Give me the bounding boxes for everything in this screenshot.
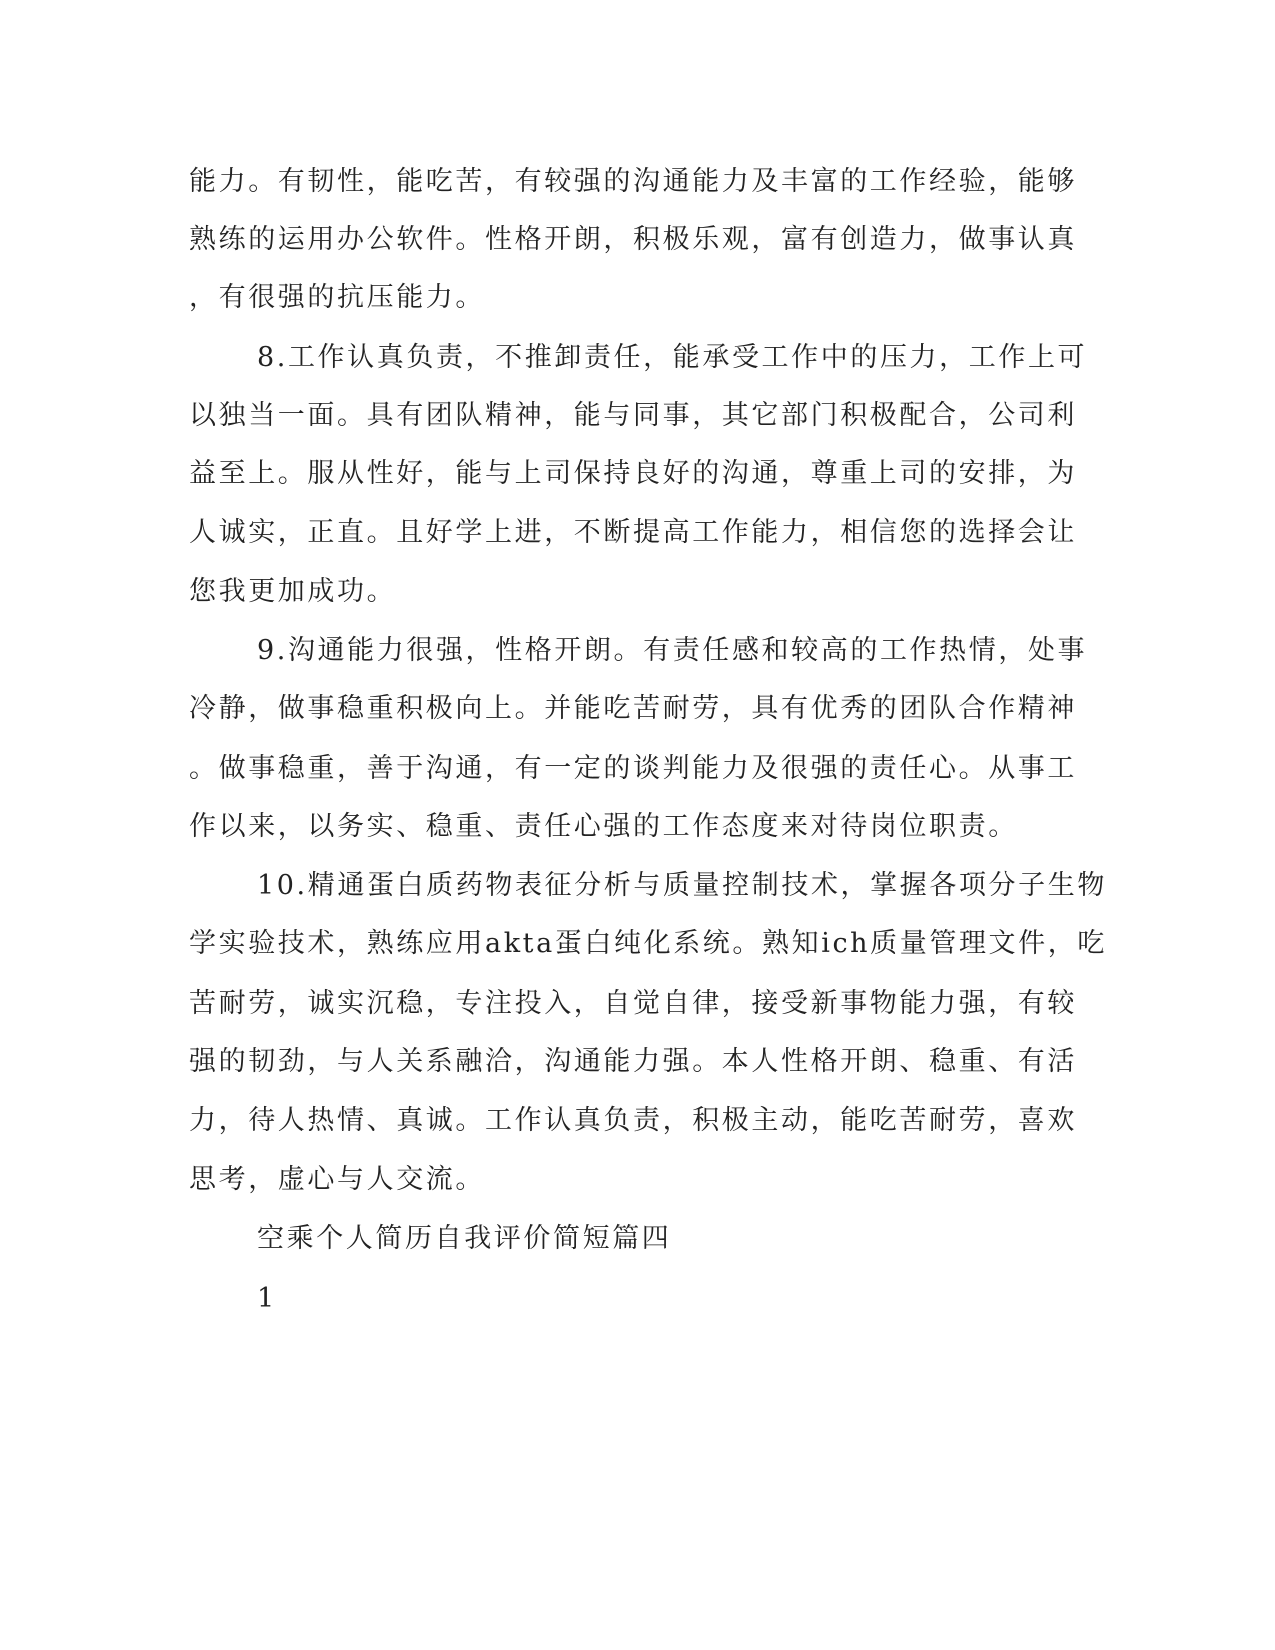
text-line: 苦耐劳，诚实沉稳，专注投入，自觉自律，接受新事物能力强，有较 [189,988,1077,1019]
text-line: 学实验技术，熟练应用akta蛋白纯化系统。熟知ich质量管理文件，吃 [189,928,1107,959]
text-line: 益至上。服从性好，能与上司保持良好的沟通，尊重上司的安排，为 [189,458,1077,489]
text-line: ，有很强的抗压能力。 [189,282,485,313]
text-line: 人诚实，正直。且好学上进，不断提高工作能力，相信您的选择会让 [189,517,1077,548]
text-line: 强的韧劲，与人关系融洽，沟通能力强。本人性格开朗、稳重、有活 [189,1046,1077,1077]
text-line: 。做事稳重，善于沟通，有一定的谈判能力及很强的责任心。从事工 [189,753,1077,784]
section-heading: 空乘个人简历自我评价简短篇四 [257,1223,672,1254]
text-line: 作以来，以务实、稳重、责任心强的工作态度来对待岗位职责。 [189,811,1018,842]
text-line: 您我更加成功。 [189,576,397,607]
text-line: 熟练的运用办公软件。性格开朗，积极乐观，富有创造力，做事认真 [189,224,1077,255]
paragraph-8-start: 8.工作认真负责，不推卸责任，能承受工作中的压力，工作上可 [257,342,1088,373]
list-number: 1 [257,1283,277,1314]
text-line: 思考，虚心与人交流。 [189,1164,485,1195]
text-line: 能力。有韧性，能吃苦，有较强的沟通能力及丰富的工作经验，能够 [189,166,1077,197]
text-line: 以独当一面。具有团队精神，能与同事，其它部门积极配合，公司利 [189,400,1077,431]
text-line: 冷静，做事稳重积极向上。并能吃苦耐劳，具有优秀的团队合作精神 [189,693,1077,724]
paragraph-10-start: 10.精通蛋白质药物表征分析与质量控制技术，掌握各项分子生物 [257,870,1107,901]
paragraph-9-start: 9.沟通能力很强，性格开朗。有责任感和较高的工作热情，处事 [257,635,1088,666]
text-line: 力，待人热情、真诚。工作认真负责，积极主动，能吃苦耐劳，喜欢 [189,1105,1077,1136]
